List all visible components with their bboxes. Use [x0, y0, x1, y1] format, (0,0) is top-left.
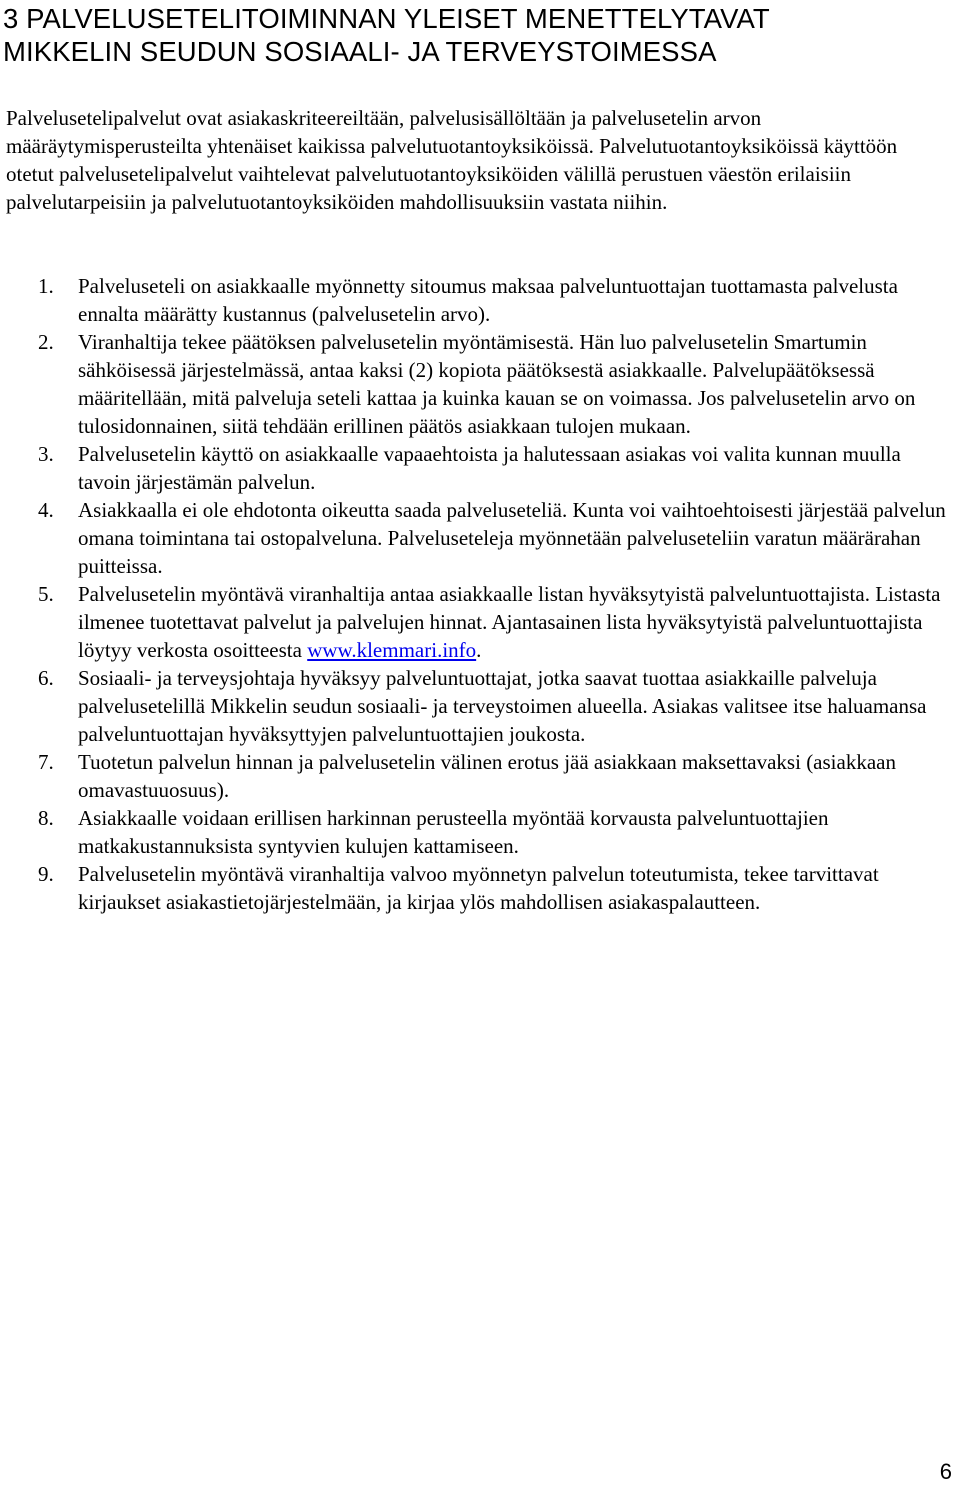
list-item-number: 1. — [38, 274, 54, 298]
list-item — [0, 328, 950, 440]
list-item — [0, 580, 950, 664]
klemmari-link[interactable]: www.klemmari.info — [307, 638, 477, 662]
list-item-text: Palvelusetelin käyttö on asiakkaalle vapaaehtoista ja halutessaan asiakas voi valita kunnan muulla tavoin järjestämän palvelun. — [78, 442, 901, 494]
list-item-number: 9. — [38, 862, 54, 886]
list-item — [0, 440, 950, 496]
list-item — [0, 496, 950, 580]
list-item — [0, 272, 950, 328]
list-item-number: 6. — [38, 666, 54, 690]
list-item-number: 4. — [38, 498, 54, 522]
list-item — [0, 664, 950, 748]
list-item — [0, 804, 950, 860]
heading-line-2: MIKKELIN SEUDUN SOSIAALI- JA TERVEYSTOIMESSA — [3, 36, 717, 67]
list-item-text: Palvelusetelin myöntävä viranhaltija valvoo myönnetyn palvelun toteutumista, tekee tarvittavat kirjaukset asiakastietojärjestelmään, ja kirjaa ylös mahdollisen asiakaspalautteen. — [78, 862, 879, 914]
section-heading — [3, 2, 953, 68]
list-item-text: Tuotetun palvelun hinnan ja palvelusetelin välinen erotus jää asiakkaan maksettavaksi (asiakkaan omavastuuosuus). — [78, 750, 896, 802]
list-item-text: Asiakkaalle voidaan erillisen harkinnan perusteella myöntää korvausta palveluntuottajien matkakustannuksista syntyvien kulujen kattamiseen. — [78, 806, 829, 858]
list-item-number: 8. — [38, 806, 54, 830]
heading-line-1: 3 PALVELUSETELITOIMINNAN YLEISET MENETTELYTAVAT — [3, 3, 770, 34]
list-item-text: Palvelusetelin myöntävä viranhaltija antaa asiakkaalle listan hyväksytyistä palveluntuottajista. Listasta ilmenee tuotettavat palvelut ja palvelujen hinnat. Ajantasainen lista hyväksytyistä palveluntuottajista löytyy verkosta osoitteesta — [78, 582, 941, 662]
list-item-number: 5. — [38, 582, 54, 606]
list-item-text-end: . — [476, 638, 482, 662]
list-item-number: 3. — [38, 442, 54, 466]
page-number: 6 — [939, 1459, 952, 1484]
procedure-list — [0, 272, 950, 916]
list-item-text: Viranhaltija tekee päätöksen palvelusetelin myöntämisestä. Hän luo palvelusetelin Smartumin sähköisessä järjestelmässä, antaa kaksi (2) kopiota päätöksestä asiakkaalle. Palvelupäätöksessä määritellään, mitä palveluja seteli kattaa ja kuinka kauan se on voimassa. Jos palvelusetelin arvo on tulosidonnainen, siitä tehdään erillinen päätös asiakkaan tulojen mukaan. — [78, 330, 916, 438]
intro-paragraph: Palvelusetelipalvelut ovat asiakaskriteereiltään, palvelusisällöltään ja palvelusetelin arvon määräytymisperusteilta yhtenäiset kaikissa palvelutuotantoyksiköissä. Palvelutuotantoyksiköissä käyttöön otetut palvelusetelipalvelut vaihtelevat palvelutuotantoyksiköiden välillä perustuen väestön erilaisiin palvelutarpeisiin ja palvelutuotantoyksiköiden mahdollisuuksiin vastata niihin. — [6, 106, 898, 214]
list-item-text: Asiakkaalla ei ole ehdotonta oikeutta saada palveluseteliä. Kunta voi vaihtoehtoisesti järjestää palvelun omana toimintana tai ostopalveluna. Palveluseteleja myönnetään palveluseteliin varatun määrärahan puitteissa. — [78, 498, 946, 578]
list-item — [0, 748, 950, 804]
list-item-number: 7. — [38, 750, 54, 774]
list-item-number: 2. — [38, 330, 54, 354]
list-item-text: Palveluseteli on asiakkaalle myönnetty sitoumus maksaa palveluntuottajan tuottamasta palvelusta ennalta määrätty kustannus (palvelusetelin arvo). — [78, 274, 898, 326]
list-item — [0, 860, 950, 916]
list-item-text: Sosiaali- ja terveysjohtaja hyväksyy palveluntuottajat, jotka saavat tuottaa asiakkaille palveluja palvelusetelillä Mikkelin seudun sosiaali- ja terveystoimen alueella. Asiakas valitsee itse haluamansa palveluntuottajan hyväksyttyjen palveluntuottajien joukosta. — [78, 666, 927, 746]
